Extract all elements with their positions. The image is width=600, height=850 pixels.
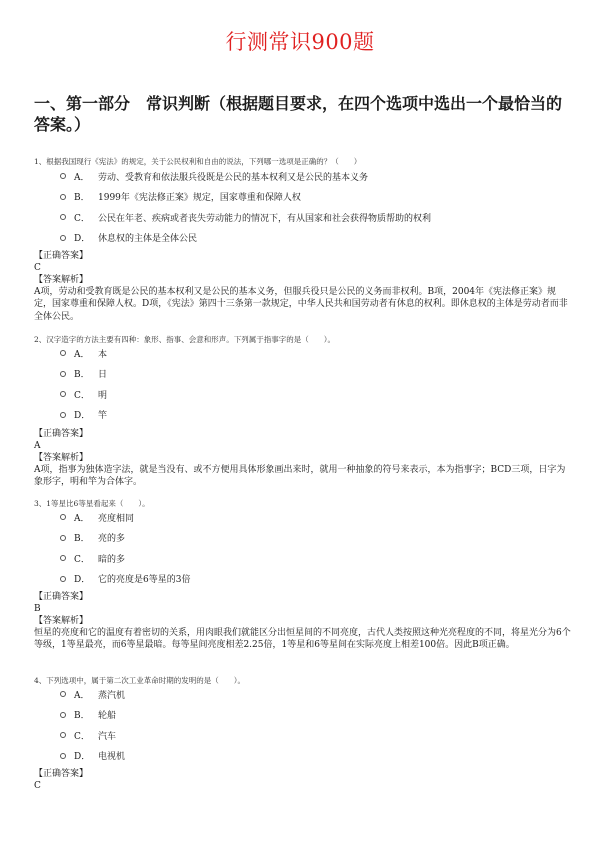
radio-icon[interactable] [60,732,66,738]
answer-label: 【正确答案】 [34,429,89,439]
option-text: 电视机 [98,752,126,763]
analysis-label: 【答案解析】 [34,453,89,463]
option-letter: A． [74,513,90,524]
radio-icon[interactable] [60,391,66,397]
answer-value: C [34,781,41,791]
question-4-answer-block [34,768,574,792]
option-text: 汽车 [98,731,117,742]
option-b[interactable] [60,528,560,549]
option-letter: C． [74,213,90,224]
option-b[interactable] [60,705,560,726]
option-b[interactable] [60,187,560,208]
option-a[interactable] [60,507,560,528]
option-letter: D． [74,234,91,245]
radio-icon[interactable] [60,214,66,220]
option-b[interactable] [60,364,560,385]
radio-icon[interactable] [60,173,66,179]
option-letter: C． [74,554,90,565]
answer-label: 【正确答案】 [34,251,89,261]
option-text: 亮的多 [98,534,126,545]
option-text: 蒸汽机 [98,690,126,701]
analysis-text: 恒星的亮度和它的温度有着密切的关系，用肉眼我们就能区分出恒星间的不同亮度，古代人类按照这种光亮程度的不同，将星光分为6个等级，1等星最亮，而6等星最暗。每等星间亮度相差2.25倍，1等星和6等星间在实际亮度上相差100倍。因此B项正确。 [34,628,571,651]
radio-icon[interactable] [60,194,66,200]
option-a[interactable] [60,166,560,187]
answer-value: C [34,263,41,273]
question-1-options [60,166,560,248]
question-2-options [60,343,560,425]
option-c[interactable] [60,207,560,228]
option-text: 竿 [98,411,108,422]
option-letter: B． [74,711,90,722]
option-text: 1999年《宪法修正案》规定，国家尊重和保障人权 [98,193,301,204]
analysis-label: 【答案解析】 [34,616,89,626]
option-letter: B． [74,534,90,545]
option-a[interactable] [60,343,560,364]
option-d[interactable] [60,228,560,249]
option-d[interactable] [60,746,560,767]
radio-icon[interactable] [60,753,66,759]
option-text: 日 [98,370,108,381]
option-letter: C． [74,731,90,742]
option-letter: A． [74,349,90,360]
option-text: 明 [98,390,108,401]
option-text: 休息权的主体是全体公民 [98,234,198,245]
radio-icon[interactable] [60,555,66,561]
question-1-stem: 1、根据我国现行《宪法》的规定，关于公民权利和自由的说法，下列哪一选项是正确的？（ ） [34,157,362,166]
option-text: 暗的多 [98,554,126,565]
option-letter: B． [74,370,90,381]
radio-icon[interactable] [60,712,66,718]
option-letter: D． [74,575,91,586]
answer-label: 【正确答案】 [34,769,89,779]
radio-icon[interactable] [60,576,66,582]
analysis-label: 【答案解析】 [34,275,89,285]
option-text: 本 [98,349,108,360]
option-text: 它的亮度是6等星的3倍 [98,575,191,586]
answer-value: B [34,604,41,614]
question-3-answer-block [34,591,574,652]
radio-icon[interactable] [60,514,66,520]
radio-icon[interactable] [60,235,66,241]
question-4-stem: 4、下列选项中，属于第二次工业革命时期的发明的是（ ）。 [34,676,246,685]
analysis-text: A项，劳动和受教育既是公民的基本权利又是公民的基本义务，但服兵役只是公民的义务而非权利。B项，2004年《宪法修正案》规定，国家尊重和保障人权。D项，《宪法》第四十三条第一款规定，中华人民共和国劳动者有休息的权利。即休息权的主体是劳动者而非全体公民。 [34,287,568,322]
option-text: 公民在年老、疾病或者丧失劳动能力的情况下，有从国家和社会获得物质帮助的权利 [98,213,432,224]
question-1-answer-block [34,250,574,323]
document-title: 行测常识900题 [225,30,375,54]
radio-icon[interactable] [60,412,66,418]
option-letter: C． [74,390,90,401]
option-letter: D． [74,411,91,422]
option-letter: A． [74,172,90,183]
question-3-stem: 3、1等星比6等星看起来（ ）。 [34,499,150,508]
option-text: 亮度相同 [98,513,135,524]
question-2-stem: 2、汉字造字的方法主要有四种：象形、指事、会意和形声。下列属于指事字的是（ ）。 [34,335,336,344]
radio-icon[interactable] [60,350,66,356]
question-4-options [60,684,560,766]
answer-value: A [34,441,41,451]
option-d[interactable] [60,569,560,590]
radio-icon[interactable] [60,535,66,541]
question-3-options [60,507,560,589]
analysis-text: A项，指事为独体造字法，就是当没有、或不方便用具体形象画出来时，就用一种抽象的符号来表示，本为指事字；BCD三项，日字为象形字，明和竿为合体字。 [34,465,566,488]
option-text: 劳动、受教育和依法服兵役既是公民的基本权利又是公民的基本义务 [98,172,369,183]
option-text: 轮船 [98,711,117,722]
option-c[interactable] [60,384,560,405]
answer-label: 【正确答案】 [34,592,89,602]
option-letter: D． [74,752,91,763]
option-d[interactable] [60,405,560,426]
option-letter: B． [74,193,90,204]
option-c[interactable] [60,725,560,746]
option-letter: A． [74,690,90,701]
radio-icon[interactable] [60,371,66,377]
radio-icon[interactable] [60,691,66,697]
option-c[interactable] [60,548,560,569]
option-a[interactable] [60,684,560,705]
question-2-answer-block [34,428,574,489]
section-heading: 一、第一部分 常识判断（根据题目要求，在四个选项中选出一个最恰当的答案。） [34,94,563,134]
